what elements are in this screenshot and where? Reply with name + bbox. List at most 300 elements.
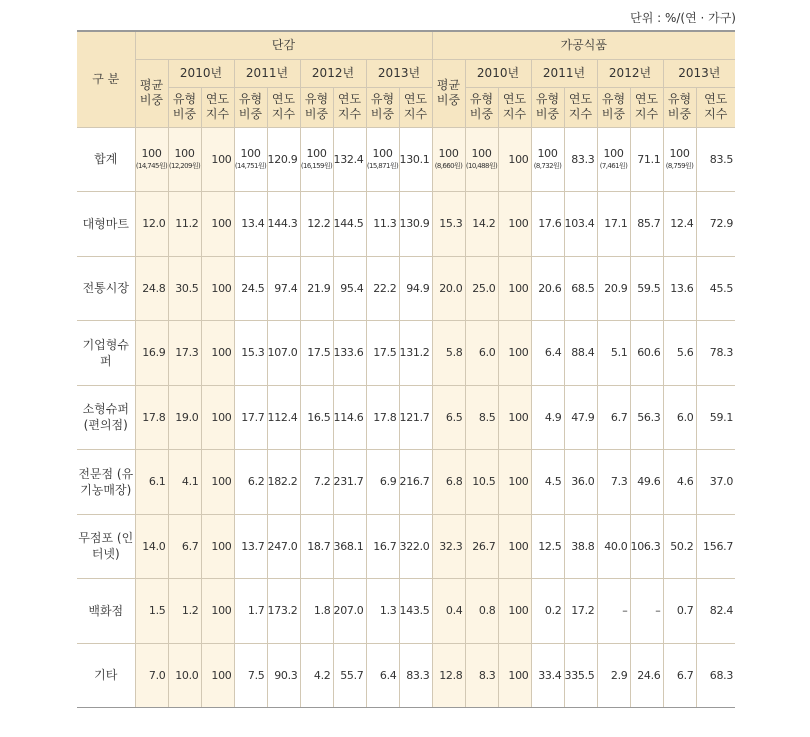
persimmon-cell [201,643,234,708]
cell-value: 322.0 [399,539,430,553]
cell-value: 100 [603,147,624,161]
persimmon-cell [234,385,267,450]
processed-food-cell [597,192,630,257]
persimmon-cell [399,450,432,515]
distribution-channel-table [77,30,735,708]
persimmon-cell [201,579,234,644]
cell-value: 7.2 [313,475,331,489]
processed-food-cell [630,256,663,321]
cell-value: 100 [508,152,529,166]
persimmon-cell [168,192,201,257]
processed-food-cell [531,127,564,192]
cell-value: 247.0 [267,539,298,553]
cell-value: 10.0 [175,668,199,682]
cell-value: 5.1 [610,346,628,360]
cell-value: – [622,604,628,618]
persimmon-cell [333,579,366,644]
persimmon-cell [135,192,168,257]
persimmon-cell [300,450,333,515]
cell-value: 107.0 [267,346,298,360]
persimmon-cell [135,256,168,321]
avg-share-header: 평균 비중 [432,59,465,127]
persimmon-cell [201,127,234,192]
cell-value: 8.3 [478,668,496,682]
cell-value: 1.5 [148,604,166,618]
cell-value: 120.9 [267,152,298,166]
row-label: 기타 [77,643,135,708]
cell-value: 59.1 [709,410,734,424]
row-label: 백화점 [77,579,135,644]
year-index-header: 연도 지수 [399,87,432,127]
processed-food-cell [597,643,630,708]
cell-value: 83.5 [709,152,734,166]
cell-value: 49.6 [637,475,661,489]
cell-value: 207.0 [333,604,364,618]
type-share-header: 유형 비중 [234,87,267,127]
cell-value: 132.4 [333,152,364,166]
cell-value: 90.3 [274,668,298,682]
cell-value: 100 [174,147,195,161]
cell-amount-note: (15,871원) [366,162,399,171]
persimmon-cell [399,127,432,192]
persimmon-cell [234,450,267,515]
cell-value: 100 [372,147,393,161]
cell-value: 114.6 [333,410,364,424]
processed-food-cell [696,192,735,257]
persimmon-cell [135,385,168,450]
year-header: 2013년 [366,59,432,87]
cell-value: 7.0 [148,668,166,682]
cell-value: 17.3 [175,346,199,360]
processed-food-cell [564,192,597,257]
cell-value: 19.0 [175,410,199,424]
processed-food-cell [498,643,531,708]
processed-food-cell [465,256,498,321]
cell-value: 6.1 [148,475,166,489]
processed-food-cell [498,256,531,321]
cell-value: 26.7 [472,539,496,553]
cell-value: 6.0 [478,346,496,360]
persimmon-cell [300,192,333,257]
persimmon-cell [201,514,234,579]
cell-value: 16.9 [142,346,166,360]
cell-value: 103.4 [564,217,595,231]
processed-food-cell [630,321,663,386]
processed-food-cell [696,385,735,450]
year-header: 2011년 [531,59,597,87]
cell-value: 1.8 [313,604,331,618]
cell-value: 59.5 [637,281,661,295]
persimmon-cell [168,127,201,192]
cell-value: 68.5 [571,281,595,295]
processed-food-cell [630,643,663,708]
persimmon-cell [267,192,300,257]
cell-value: 8.5 [478,410,496,424]
cell-value: 7.3 [610,475,628,489]
processed-food-cell [597,579,630,644]
cell-value: 144.3 [267,217,298,231]
year-index-header: 연도 지수 [630,87,663,127]
persimmon-cell [201,321,234,386]
persimmon-cell [399,321,432,386]
processed-food-cell [465,127,498,192]
year-index-header: 연도 지수 [333,87,366,127]
cell-value: 100 [211,410,232,424]
cell-value: 15.3 [241,346,265,360]
processed-food-cell [465,385,498,450]
cell-value: 100 [669,147,690,161]
cell-value: 94.9 [406,281,430,295]
cell-value: 11.2 [175,217,199,231]
persimmon-cell [300,643,333,708]
persimmon-cell [300,321,333,386]
processed-food-cell [696,127,735,192]
processed-food-cell [498,192,531,257]
cell-value: 12.2 [307,217,331,231]
type-share-header: 유형 비중 [531,87,564,127]
table-row [77,385,735,450]
type-share-header: 유형 비중 [366,87,399,127]
cell-value: 4.1 [181,475,199,489]
cell-value: 12.4 [670,217,694,231]
cell-value: 36.0 [571,475,595,489]
cell-value: 14.0 [142,539,166,553]
cell-amount-note: (16,159원) [300,162,333,171]
cell-value: 12.0 [142,217,166,231]
persimmon-cell [366,256,399,321]
cell-value: 156.7 [703,539,734,553]
cell-value: 72.9 [709,217,734,231]
processed-food-cell [432,385,465,450]
persimmon-cell [300,127,333,192]
group-header-processed-food: 가공식품 [432,31,735,59]
cell-value: 6.8 [445,475,463,489]
cell-value: 6.9 [379,475,397,489]
cell-value: 106.3 [630,539,661,553]
unit-label: 단위 : %/(연 · 가구) [630,11,736,25]
cell-value: 4.9 [544,410,562,424]
persimmon-cell [168,579,201,644]
processed-food-cell [531,321,564,386]
processed-food-cell [696,450,735,515]
cell-value: 40.0 [604,539,628,553]
processed-food-cell [432,450,465,515]
processed-food-cell [597,514,630,579]
persimmon-cell [366,321,399,386]
table-row [77,643,735,708]
processed-food-cell [465,192,498,257]
persimmon-cell [366,643,399,708]
cell-value: 130.1 [399,152,430,166]
processed-food-cell [498,450,531,515]
cell-value: 100 [508,346,529,360]
row-label: 전문점 (유기농매장) [77,450,135,515]
cell-value: 83.3 [571,152,595,166]
group-header-persimmon: 단감 [135,31,432,59]
persimmon-cell [168,450,201,515]
processed-food-cell [564,450,597,515]
processed-food-cell [432,321,465,386]
processed-food-cell [597,256,630,321]
processed-food-cell [696,321,735,386]
cell-value: 216.7 [399,475,430,489]
cell-value: 17.5 [373,346,397,360]
cell-value: 144.5 [333,217,364,231]
cell-value: 25.0 [472,281,496,295]
cell-value: – [655,604,661,618]
year-index-header: 연도 지수 [498,87,531,127]
processed-food-cell [465,579,498,644]
processed-food-cell [630,385,663,450]
cell-value: 2.9 [610,668,628,682]
cell-value: 100 [508,539,529,553]
cell-value: 100 [508,668,529,682]
persimmon-cell [267,127,300,192]
persimmon-cell [267,256,300,321]
processed-food-cell [465,450,498,515]
cell-value: 83.3 [406,668,430,682]
cell-value: 368.1 [333,539,364,553]
cell-value: 133.6 [333,346,364,360]
persimmon-cell [201,385,234,450]
persimmon-cell [135,643,168,708]
processed-food-cell [630,192,663,257]
cell-value: 4.2 [313,668,331,682]
cell-amount-note: (7,461원) [599,162,628,171]
processed-food-cell [564,256,597,321]
processed-food-cell [663,385,696,450]
persimmon-cell [234,192,267,257]
processed-food-cell [498,514,531,579]
cell-amount-note: (8,660원) [434,162,463,171]
processed-food-cell [663,643,696,708]
cell-amount-note: (14,745원) [135,162,168,171]
cell-value: 13.7 [241,539,265,553]
persimmon-cell [333,321,366,386]
cell-value: 17.6 [538,217,562,231]
cell-value: 100 [141,147,162,161]
cell-value: 6.5 [445,410,463,424]
type-share-header: 유형 비중 [300,87,333,127]
processed-food-cell [432,127,465,192]
processed-food-cell [465,643,498,708]
persimmon-cell [168,385,201,450]
cell-value: 55.7 [340,668,364,682]
persimmon-cell [399,256,432,321]
cell-value: 6.7 [676,668,694,682]
cell-value: 6.7 [181,539,199,553]
cell-value: 17.7 [241,410,265,424]
cell-value: 82.4 [709,604,734,618]
cell-value: 24.6 [637,668,661,682]
cell-value: 37.0 [709,475,734,489]
cell-value: 6.0 [676,410,694,424]
processed-food-cell [531,514,564,579]
persimmon-cell [267,579,300,644]
persimmon-cell [333,643,366,708]
persimmon-cell [234,127,267,192]
processed-food-cell [432,643,465,708]
cell-value: 100 [211,604,232,618]
cell-value: 100 [508,281,529,295]
table-row [77,127,735,192]
cell-value: 50.2 [670,539,694,553]
cell-value: 71.1 [637,152,661,166]
cell-value: 15.3 [439,217,463,231]
processed-food-cell [564,321,597,386]
type-share-header: 유형 비중 [597,87,630,127]
cell-value: 16.7 [373,539,397,553]
processed-food-cell [663,321,696,386]
cell-value: 68.3 [709,668,734,682]
persimmon-cell [300,256,333,321]
cell-value: 5.6 [676,346,694,360]
year-header: 2013년 [663,59,735,87]
cell-value: 100 [508,410,529,424]
cell-value: 22.2 [373,281,397,295]
table-row [77,579,735,644]
cell-value: 1.3 [379,604,397,618]
cell-value: 100 [240,147,261,161]
processed-food-cell [696,643,735,708]
table-row [77,192,735,257]
cell-value: 143.5 [399,604,430,618]
type-share-header: 유형 비중 [465,87,498,127]
cell-value: 12.5 [538,539,562,553]
cell-value: 100 [211,346,232,360]
cell-value: 121.7 [399,410,430,424]
processed-food-cell [597,321,630,386]
persimmon-cell [135,450,168,515]
row-label: 기업형슈퍼 [77,321,135,386]
cell-value: 6.4 [379,668,397,682]
persimmon-cell [300,579,333,644]
processed-food-cell [432,256,465,321]
persimmon-cell [234,579,267,644]
persimmon-cell [234,514,267,579]
year-index-header: 연도 지수 [564,87,597,127]
cell-value: 1.2 [181,604,199,618]
cell-amount-note: (14,751원) [234,162,267,171]
cell-value: 1.7 [247,604,265,618]
cell-value: 16.5 [307,410,331,424]
persimmon-cell [333,127,366,192]
cell-value: 100 [211,152,232,166]
cell-value: 17.1 [604,217,628,231]
cell-value: 32.3 [439,539,463,553]
row-label: 소형슈퍼 (편의점) [77,385,135,450]
table-row [77,256,735,321]
processed-food-cell [630,127,663,192]
processed-food-cell [531,579,564,644]
cell-value: 131.2 [399,346,430,360]
cell-value: 20.6 [538,281,562,295]
processed-food-cell [564,127,597,192]
persimmon-cell [366,127,399,192]
cell-value: 4.5 [544,475,562,489]
row-label: 합계 [77,127,135,192]
cell-value: 17.5 [307,346,331,360]
persimmon-cell [399,514,432,579]
processed-food-cell [564,579,597,644]
processed-food-cell [696,514,735,579]
persimmon-cell [333,514,366,579]
persimmon-cell [201,450,234,515]
processed-food-cell [531,192,564,257]
cell-amount-note: (8,759원) [665,162,694,171]
persimmon-cell [399,385,432,450]
cell-value: 100 [471,147,492,161]
row-label: 전통시장 [77,256,135,321]
year-index-header: 연도 지수 [267,87,300,127]
persimmon-cell [267,643,300,708]
persimmon-cell [399,579,432,644]
processed-food-cell [663,192,696,257]
processed-food-cell [696,256,735,321]
avg-share-header: 평균 비중 [135,59,168,127]
cell-value: 100 [537,147,558,161]
processed-food-cell [564,514,597,579]
processed-food-cell [663,450,696,515]
processed-food-cell [498,579,531,644]
persimmon-cell [399,192,432,257]
persimmon-cell [333,256,366,321]
cell-value: 13.4 [241,217,265,231]
persimmon-cell [267,450,300,515]
processed-food-cell [465,321,498,386]
persimmon-cell [366,450,399,515]
persimmon-cell [267,385,300,450]
cell-value: 20.0 [439,281,463,295]
cell-value: 85.7 [637,217,661,231]
processed-food-cell [564,643,597,708]
processed-food-cell [597,385,630,450]
processed-food-cell [564,385,597,450]
cell-value: 78.3 [709,346,734,360]
persimmon-cell [366,192,399,257]
table-row [77,514,735,579]
cell-value: 45.5 [709,281,734,295]
cell-value: 335.5 [564,668,595,682]
cell-value: 0.2 [544,604,562,618]
cell-value: 24.5 [241,281,265,295]
processed-food-cell [663,256,696,321]
cell-value: 100 [211,475,232,489]
cell-value: 0.4 [445,604,463,618]
processed-food-cell [630,579,663,644]
processed-food-cell [432,514,465,579]
processed-food-cell [531,643,564,708]
cell-value: 95.4 [340,281,364,295]
processed-food-cell [531,385,564,450]
cell-value: 24.8 [142,281,166,295]
cell-value: 7.5 [247,668,265,682]
cell-value: 6.2 [247,475,265,489]
processed-food-cell [432,192,465,257]
processed-food-cell [696,579,735,644]
cell-amount-note: (8,732원) [533,162,562,171]
cell-amount-note: (12,209원) [168,162,201,171]
cell-value: 100 [306,147,327,161]
persimmon-cell [267,321,300,386]
cell-value: 13.6 [670,281,694,295]
year-header: 2012년 [300,59,366,87]
cell-value: 14.2 [472,217,496,231]
year-index-header: 연도 지수 [201,87,234,127]
cell-value: 100 [211,281,232,295]
year-header: 2010년 [465,59,531,87]
cell-value: 88.4 [571,346,595,360]
